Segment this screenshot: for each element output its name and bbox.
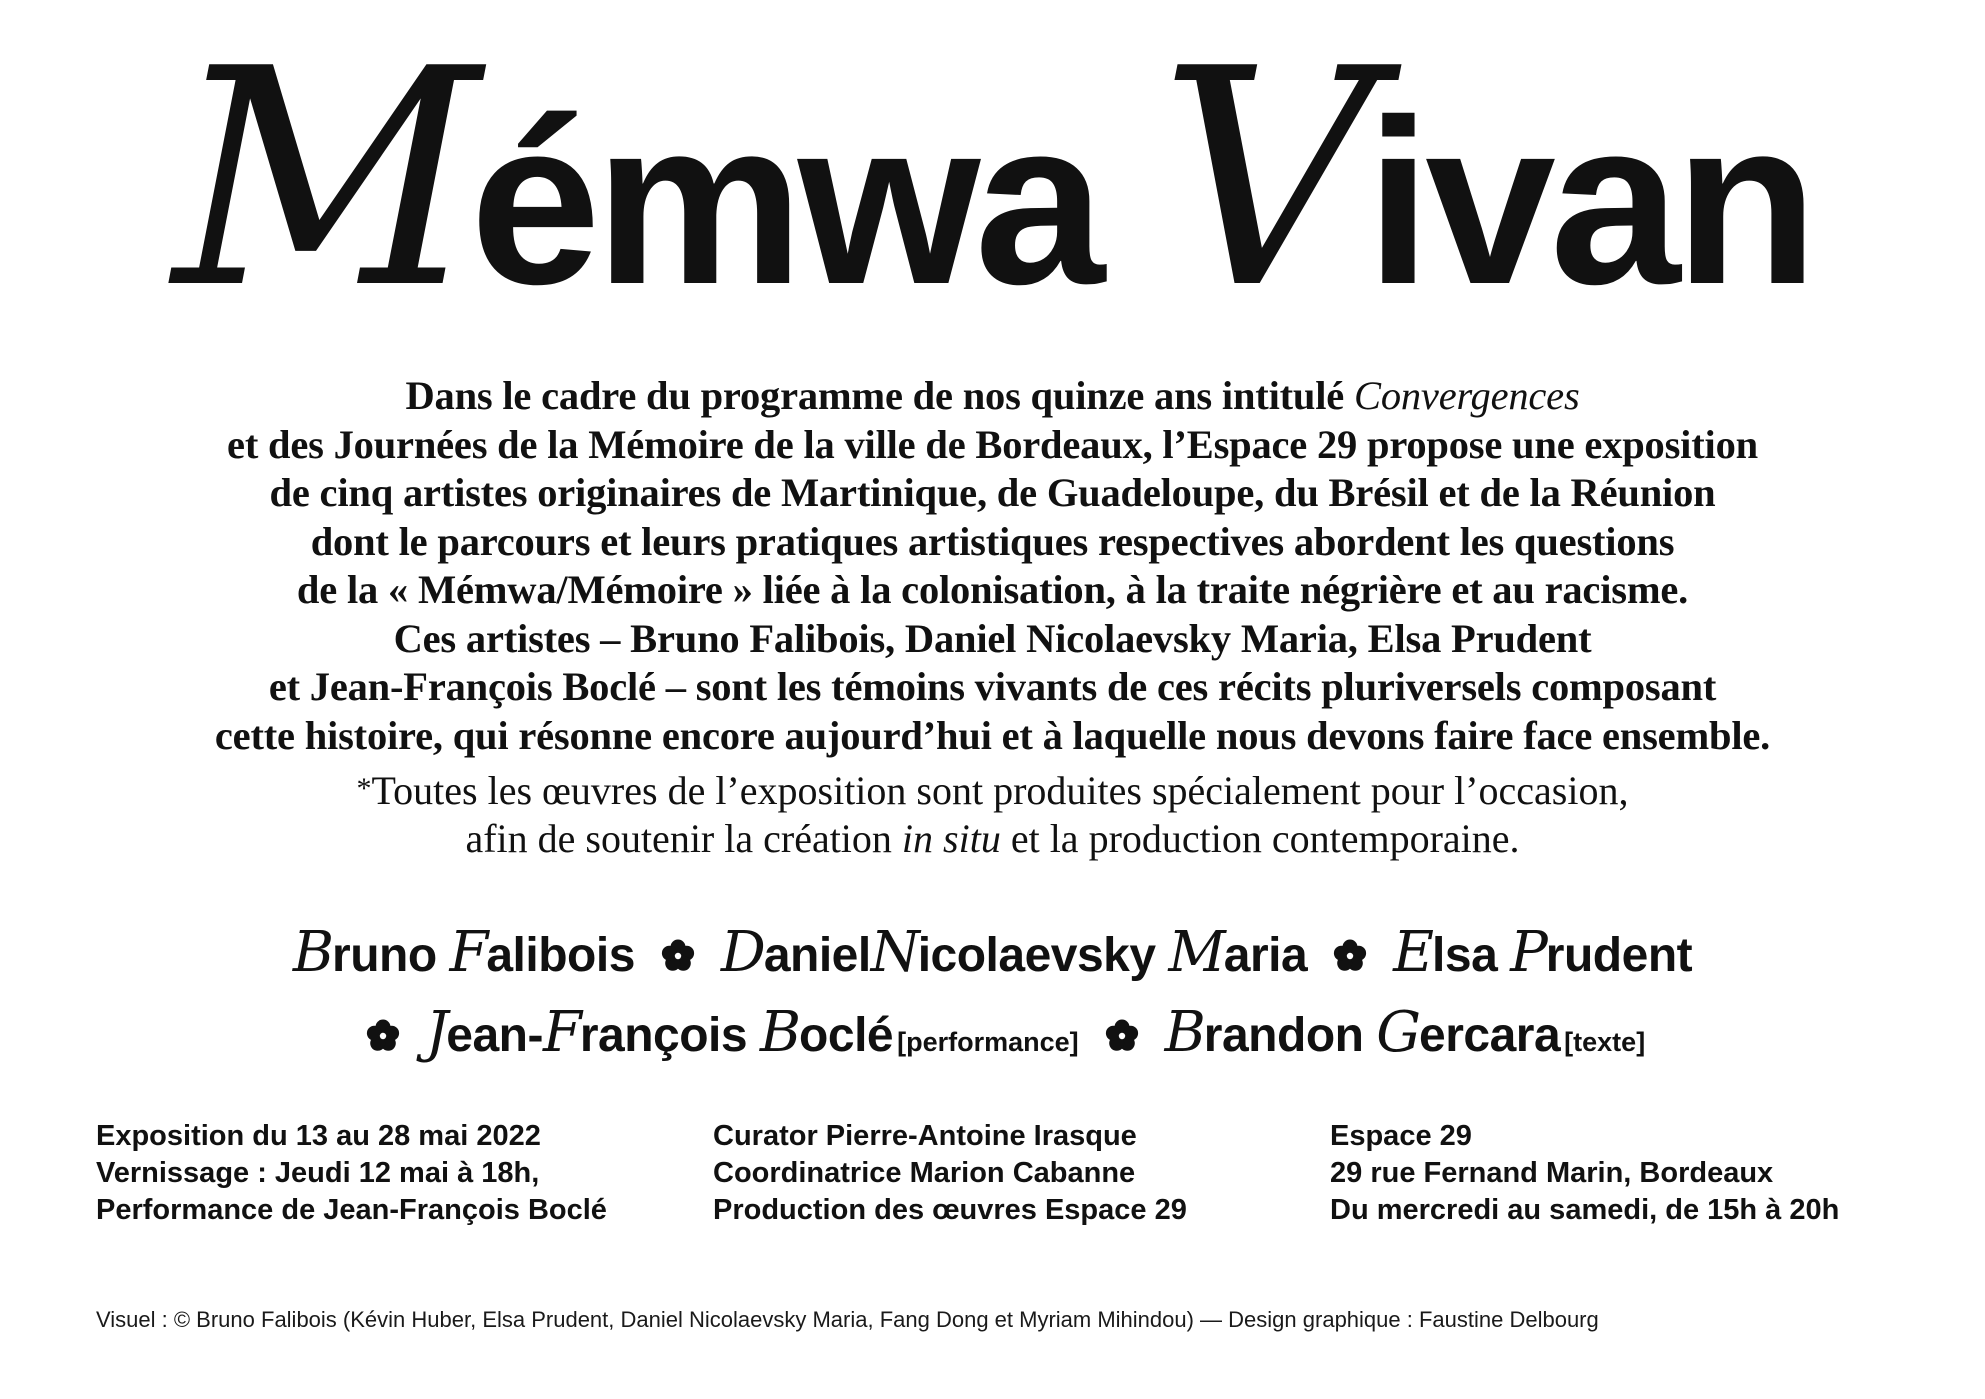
intro-line: et Jean-François Boclé – sont les témoins vivants de ces récits pluriversels composant xyxy=(268,664,1717,709)
intro-line: Ces artistes – Bruno Falibois, Daniel Nicolaevsky Maria, Elsa Prudent xyxy=(393,615,1592,661)
artist-initial: G xyxy=(1376,1000,1420,1065)
flower-icon xyxy=(366,1019,400,1053)
artist-initial: B xyxy=(759,1000,800,1065)
artist-initial: B xyxy=(1164,1000,1204,1065)
artist-name-part: runo xyxy=(332,929,450,982)
intro-paragraph xyxy=(60,372,1925,760)
artist-initial: F xyxy=(449,920,487,985)
visual-credits: Visuel : © Bruno Falibois (Kévin Huber, Elsa Prudent, Daniel Nicolaevsky Maria, Fang Dong et Myriam Mihindou) — Design graphique : Faustine Delbourg xyxy=(96,1307,1599,1332)
coordinator: Coordinatrice Marion Cabanne xyxy=(713,1157,1136,1189)
artist-name-part: aniel xyxy=(763,929,871,982)
artist-row-2 xyxy=(0,1000,1985,1080)
title-initial-v: V xyxy=(1159,5,1366,354)
title-rest-memwa: émwa xyxy=(470,70,1100,333)
footnote-line1-text: Toutes les œuvres de l’exposition sont produites spécialement pour l’occasion, xyxy=(371,768,1629,813)
artist-name-part: ercara xyxy=(1419,1009,1561,1062)
venue-name: Espace 29 xyxy=(1330,1120,1472,1152)
artist-elsa-prudent xyxy=(1393,920,1692,1000)
flower-icon xyxy=(661,939,695,973)
artist-initial: F xyxy=(542,1000,580,1065)
venue-address: 29 rue Fernand Marin, Bordeaux xyxy=(1330,1157,1774,1189)
artist-bruno-falibois xyxy=(293,920,635,1000)
team-credits xyxy=(713,1118,1187,1229)
title-rest-vivan: ivan xyxy=(1365,70,1813,333)
artist-initial: J xyxy=(425,1000,447,1065)
artist-initial: P xyxy=(1510,920,1546,985)
exhibition-period: Exposition du 13 au 28 mai 2022 xyxy=(96,1120,541,1152)
artist-name-part: aria xyxy=(1223,929,1308,982)
footnote-line xyxy=(60,815,1925,863)
production: Production des œuvres Espace 29 xyxy=(713,1194,1187,1226)
title-initial-m: M xyxy=(172,5,471,354)
intro-line: de la « Mémwa/Mémoire » liée à la colonisation, à la traite négrière et au racisme. xyxy=(296,567,1689,612)
poster-title xyxy=(0,5,1985,354)
artist-role: [performance] xyxy=(897,1027,1079,1057)
footnote-italic: in situ xyxy=(901,816,1001,861)
artist-name-part: alibois xyxy=(486,929,635,982)
artist-initial: M xyxy=(1168,920,1224,985)
artist-initial: D xyxy=(720,920,764,985)
artist-name-part: ean- xyxy=(446,1009,543,1062)
artist-name-part: lsa xyxy=(1432,929,1511,982)
flower-icon xyxy=(1333,939,1367,973)
intro-line xyxy=(60,372,1925,421)
intro-line1-text: Dans le cadre du programme de nos quinze ans intitulé xyxy=(405,373,1354,418)
footnote-line2-pre: afin de soutenir la création xyxy=(465,816,902,861)
artist-role: [texte] xyxy=(1564,1027,1646,1057)
intro-line: cette histoire, qui résonne encore aujourd’hui et à laquelle nous devons faire face ensemble. xyxy=(214,712,1771,758)
asterisk: * xyxy=(356,772,372,805)
artist-name-part: randon xyxy=(1203,1009,1377,1062)
opening-date: Vernissage : Jeudi 12 mai à 18h, xyxy=(96,1157,540,1189)
artist-daniel-nicolaevsky-maria xyxy=(721,920,1307,1000)
footnote-line2-post: et la production contemporaine. xyxy=(1000,816,1520,861)
programme-name: Convergences xyxy=(1354,373,1580,418)
flower-icon xyxy=(1105,1019,1139,1053)
title-word-memwa xyxy=(172,5,1100,354)
curator: Curator Pierre-Antoine Irasque xyxy=(713,1120,1137,1152)
footnote-line xyxy=(60,765,1925,815)
artist-name-part: oclé xyxy=(799,1009,894,1062)
artist-name-part: rudent xyxy=(1545,929,1693,982)
performance-info: Performance de Jean-François Boclé xyxy=(96,1194,607,1226)
intro-line: de cinq artistes originaires de Martinique, de Guadeloupe, du Brésil et de la Réunion xyxy=(269,470,1716,515)
title-word-vivan xyxy=(1159,5,1813,354)
artist-brandon-gercara xyxy=(1165,1000,1646,1080)
intro-line: dont le parcours et leurs pratiques artistiques respectives abordent les questions xyxy=(310,518,1675,564)
artist-initial: E xyxy=(1393,920,1433,985)
artist-list xyxy=(0,920,1985,1080)
artist-name-part: rançois xyxy=(579,1009,760,1062)
footnote xyxy=(60,765,1925,863)
artist-jean-francois-bocle xyxy=(426,1000,1079,1080)
artist-row-1 xyxy=(0,920,1985,1000)
exhibition-dates xyxy=(96,1118,607,1229)
opening-hours: Du mercredi au samedi, de 15h à 20h xyxy=(1330,1194,1840,1226)
intro-line: et des Journées de la Mémoire de la ville de Bordeaux, l’Espace 29 propose une exposition xyxy=(227,421,1758,467)
venue-info xyxy=(1330,1118,1839,1229)
artist-name-part: icolaevsky xyxy=(917,929,1169,982)
artist-initial: N xyxy=(870,920,918,985)
artist-initial: B xyxy=(292,920,333,985)
